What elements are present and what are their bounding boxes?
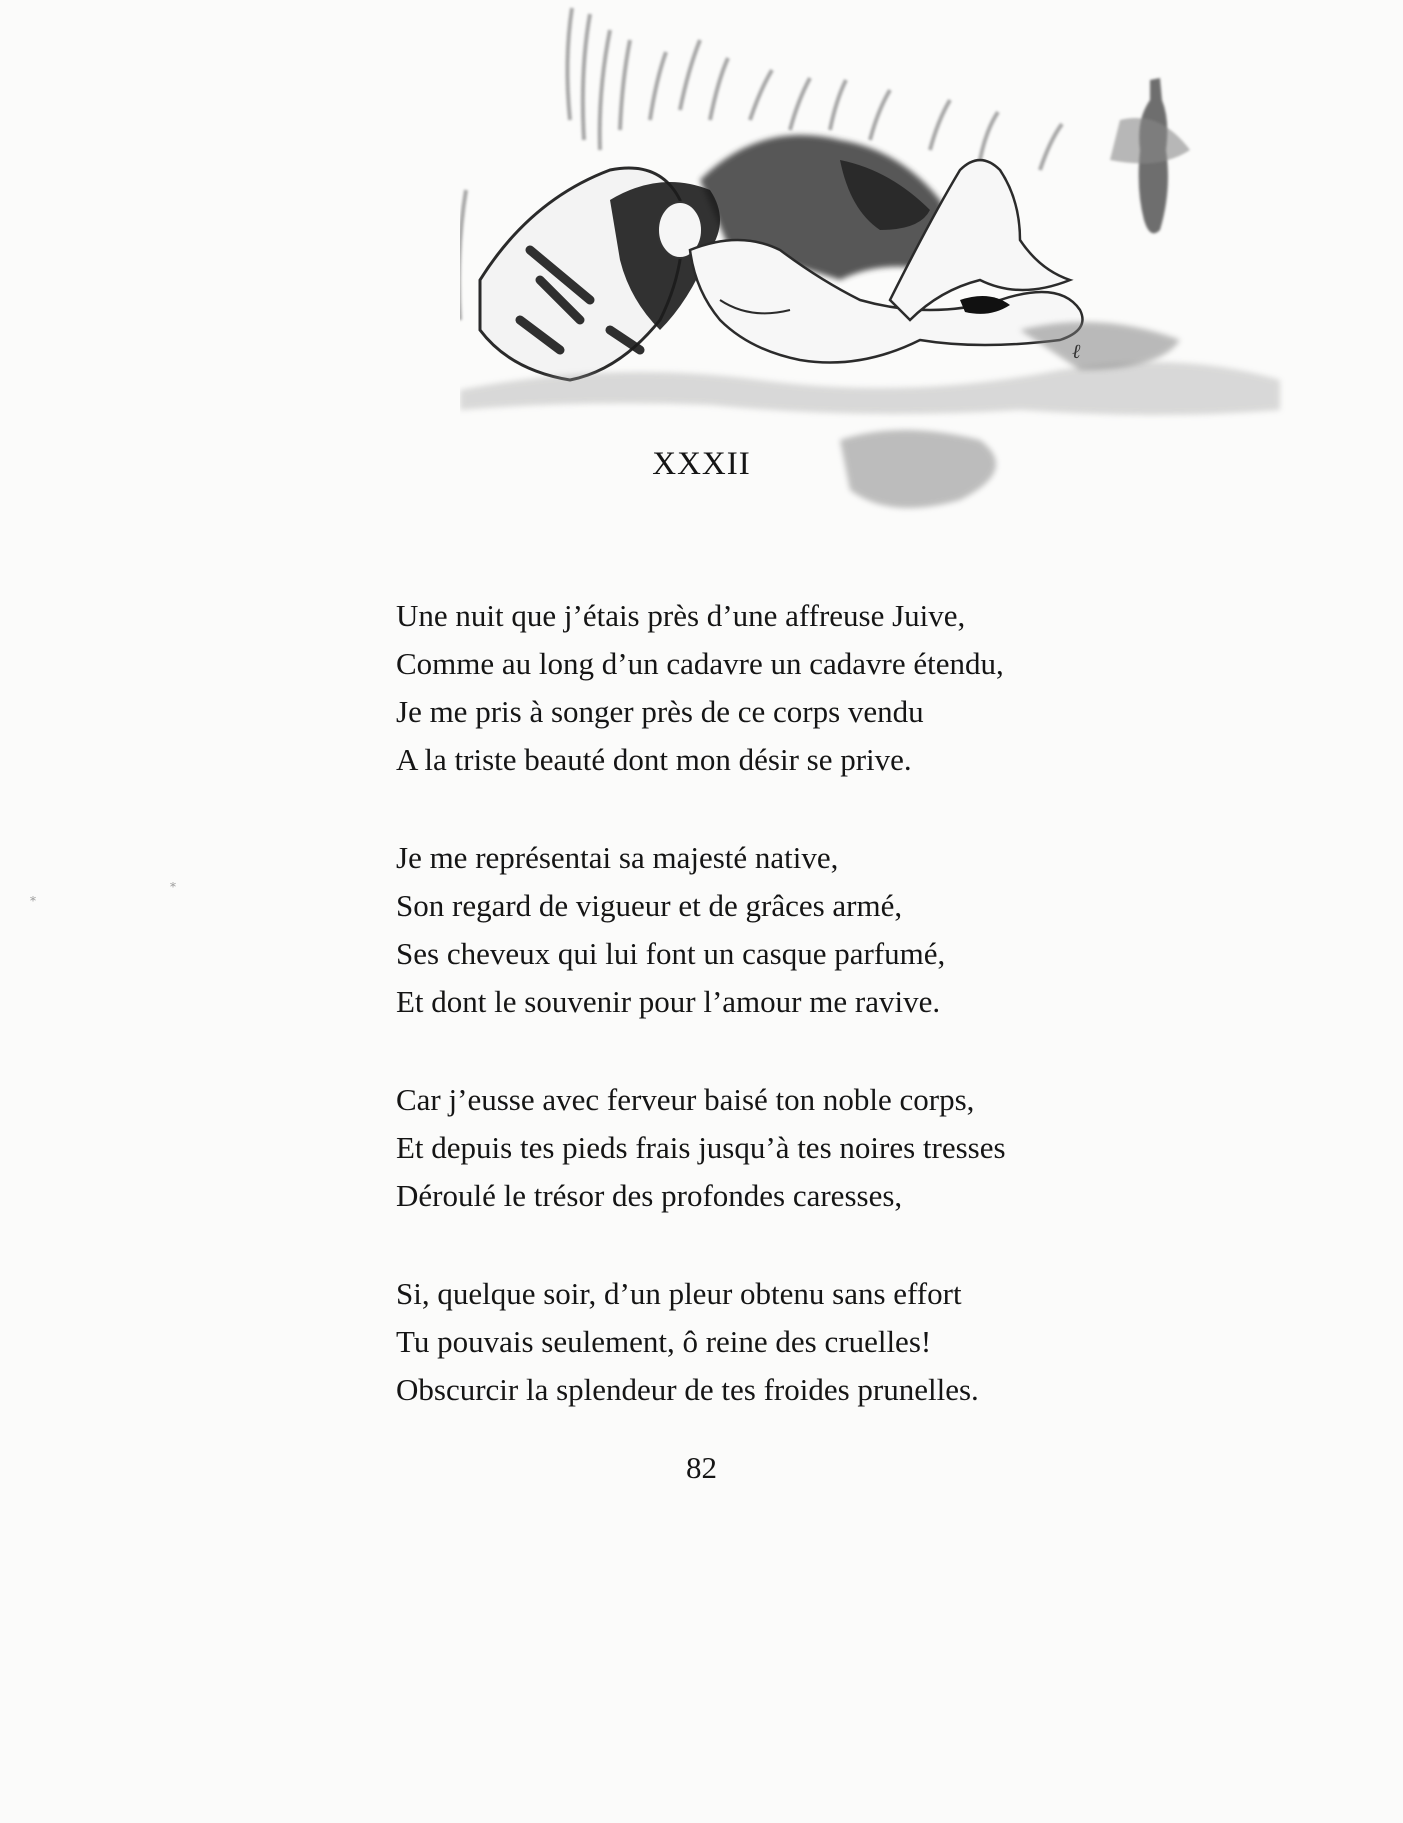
verse-line: A la triste beauté dont mon désir se prive.: [396, 742, 912, 777]
verse-line: Comme au long d’un cadavre un cadavre étendu,: [396, 646, 1004, 681]
verse-line: Déroulé le trésor des profondes caresses,: [396, 1178, 903, 1213]
verse-line: Et depuis tes pieds frais jusqu’à tes noires tresses: [396, 1130, 1006, 1165]
stanza-3: [396, 1076, 1156, 1220]
verse-line: Obscurcir la splendeur de tes froides prunelles.: [396, 1372, 979, 1407]
stanza-2: [396, 834, 1156, 1026]
verse-line: Car j’eusse avec ferveur baisé ton noble corps,: [396, 1082, 975, 1117]
paper-speck: ⁎: [30, 890, 36, 904]
stanza-1: [396, 592, 1156, 784]
verse-line: Ses cheveux qui lui font un casque parfumé,: [396, 936, 946, 971]
verse-line: Et dont le souvenir pour l’amour me ravive.: [396, 984, 941, 1019]
verse-line: Je me représentai sa majesté native,: [396, 840, 839, 875]
poem-number: XXXII: [652, 446, 751, 482]
poem-body: [396, 592, 1156, 1464]
stanza-4: [396, 1270, 1156, 1414]
verse-line: Une nuit que j’étais près d’une affreuse Juive,: [396, 598, 966, 633]
svg-text:ℓ: ℓ: [1072, 341, 1081, 363]
verse-line: Si, quelque soir, d’un pleur obtenu sans effort: [396, 1276, 962, 1311]
paper-speck: ⁎: [170, 876, 176, 890]
verse-line: Tu pouvais seulement, ô reine des cruelles!: [396, 1324, 932, 1359]
verse-line: Je me pris à songer près de ce corps vendu: [396, 694, 924, 729]
verse-line: Son regard de vigueur et de grâces armé,: [396, 888, 903, 923]
page-number: 82: [686, 1450, 717, 1485]
